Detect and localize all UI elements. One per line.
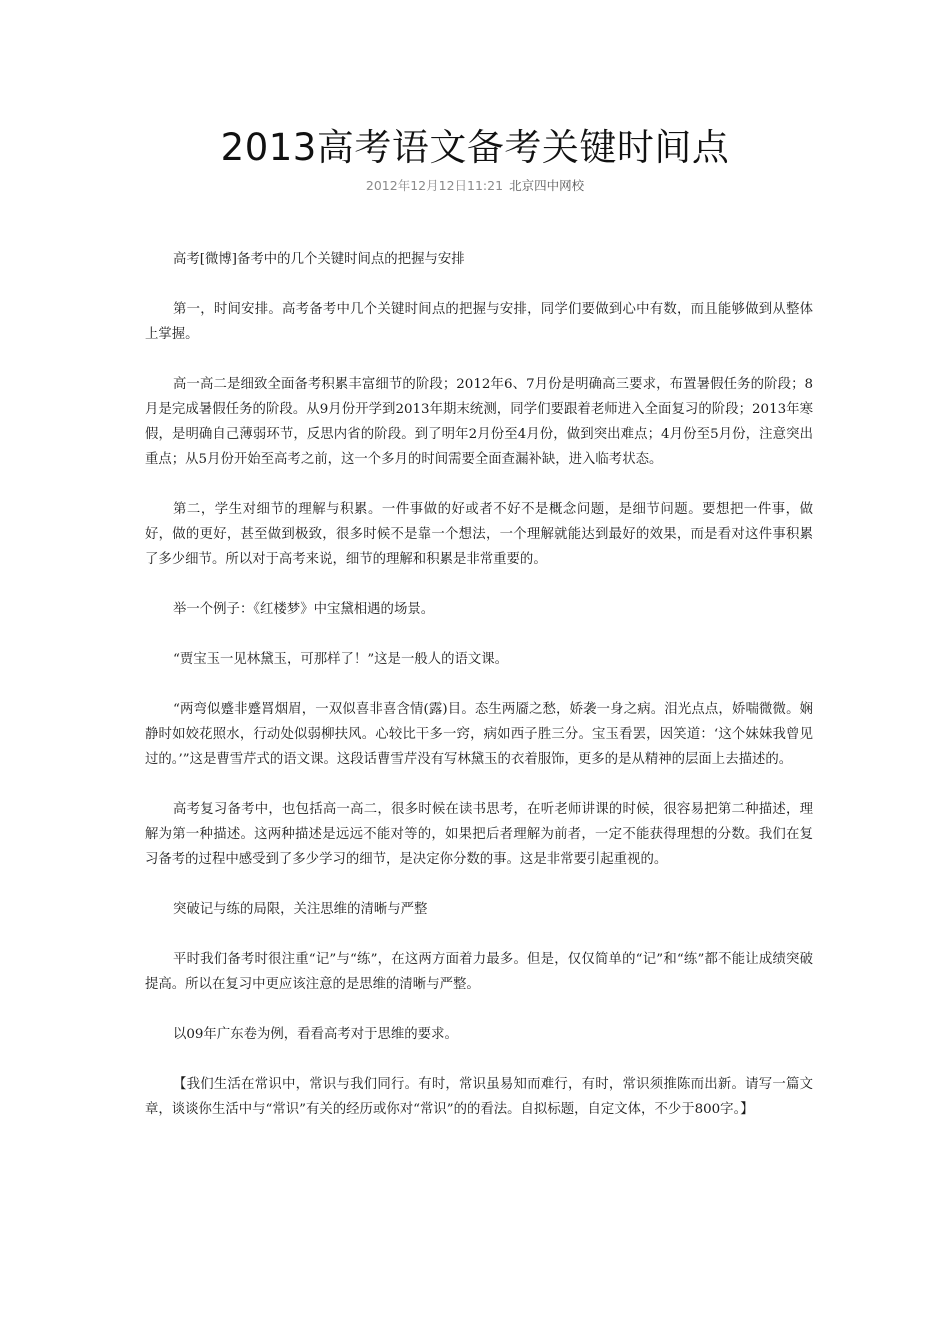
paragraph: 平时我们备考时很注重“记”与“练”，在这两方面着力最多。但是，仅仅简单的“记”和“练”都不能让成绩突破提高。所以在复习中更应该注意的是思维的清晰与严整。 <box>145 952 813 992</box>
article-meta <box>0 176 950 196</box>
paragraph: 第一，时间安排。高考备考中几个关键时间点的把握与安排，同学们要做到心中有数，而且能够做到从整体上掌握。 <box>145 302 813 342</box>
article-body <box>145 247 813 1147</box>
paragraph-exam-prompt: 【我们生活在常识中，常识与我们同行。有时，常识虽易知而难行，有时，常识须推陈而出新。请写一篇文章，谈谈你生活中与“常识”有关的经历或你对“常识”的的看法。自拟标题，自定文体，不少于800字。】 <box>145 1077 813 1117</box>
paragraph: 举一个例子：《红楼梦》中宝黛相遇的场景。 <box>173 602 435 617</box>
paragraph-heading-2: 突破记与练的局限，关注思维的清晰与严整 <box>173 902 428 917</box>
paragraph: 高考复习备考中，也包括高一高二，很多时候在读书思考，在听老师讲课的时候，很容易把第二种描述，理解为第一种描述。这两种描述是远远不能对等的，如果把后者理解为前者，一定不能获得理想的分数。我们在复习备考的过程中感受到了多少学习的细节，是决定你分数的事。这是非常要引起重视的。 <box>145 802 813 867</box>
paragraph: 高一高二是细致全面备考积累丰富细节的阶段；2012年6、7月份是明确高三要求，布置暑假任务的阶段；8月是完成暑假任务的阶段。从9月份开学到2013年期末统测，同学们要跟着老师进入全面复习的阶段；2013年寒假，是明确自己薄弱环节，反思内省的阶段。到了明年2月份至4月份，做到突出难点；4月份至5月份，注意突出重点；从5月份开始至高考之前，这一个多月的时间需要全面查漏补缺，进入临考状态。 <box>145 377 813 467</box>
paragraph: 以09年广东卷为例，看看高考对于思维的要求。 <box>173 1027 458 1042</box>
article-date: 2012年12月12日11:21 <box>365 178 504 193</box>
article-source: 北京四中网校 <box>509 178 585 193</box>
paragraph-quote: “贾宝玉一见林黛玉，可那样了！”这是一般人的语文课。 <box>173 652 509 667</box>
paragraph: 第二，学生对细节的理解与积累。一件事做的好或者不好不是概念问题，是细节问题。要想把一件事，做好，做的更好，甚至做到极致，很多时候不是靠一个想法，一个理解就能达到最好的效果，而是看对这件事积累了多少细节。所以对于高考来说，细节的理解和积累是非常重要的。 <box>145 502 813 567</box>
paragraph-heading-1: 高考[微博]备考中的几个关键时间点的把握与安排 <box>173 252 465 267</box>
article-title: 2013高考语文备考关键时间点 <box>220 126 730 169</box>
paragraph-quote: “两弯似蹙非蹙罥烟眉，一双似喜非喜含情(露)目。态生两靥之愁，娇袭一身之病。泪光点点，娇喘微微。娴静时如姣花照水，行动处似弱柳扶风。心较比干多一窍，病如西子胜三分。宝玉看罢，因笑道：‘这个妹妹我曾见过的。’”这是曹雪芹式的语文课。这段话曹雪芹没有写林黛玉的衣着服饰，更多的是从精神的层面上去描述的。 <box>145 702 813 767</box>
